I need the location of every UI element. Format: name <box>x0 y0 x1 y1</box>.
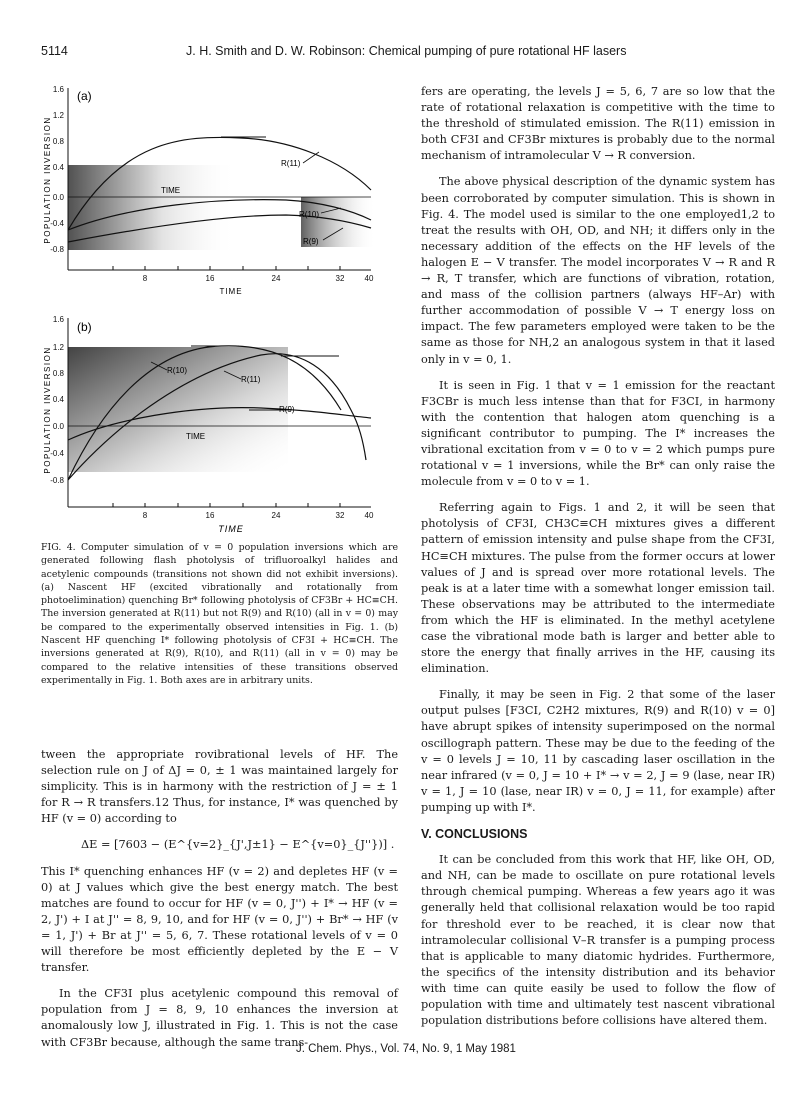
y-tick: 1.2 <box>52 111 64 120</box>
figure-caption: FIG. 4. Computer simulation of v = 0 population inversions which are generated following flash photolysis of trifluoroalkyl halides and acetylenic compounds (transitions not shown did not exhibit inversions). (a) Nascent HF (excited vibrationally and rotationally from photoelimination) quenching Br* following photolysis of CF3Br + HC≡CH. The inversion generated at R(11) but not R(9) and R(10) (all in v = 0) may be compared to the experimentally observed intensities in Fig. 1. (b) Nascent HF quenching I* following photolysis of CF3I + HC≡CH. The inversions generated at R(9), R(10), and R(11) (all in v = 0) may be compared to the relative intensities of these transitions observed experimentally in Fig. 1. Both axes are in arbitrary units. <box>41 542 398 686</box>
running-title: J. H. Smith and D. W. Robinson: Chemical pumping of pure rotational HF lasers <box>186 44 627 58</box>
footer-citation: J. Chem. Phys., Vol. 74, No. 9, 1 May 1981 <box>296 1043 516 1055</box>
paragraph: It can be concluded from this work that HF, like OH, OD, and NH, can be made to oscillate on pure rotational levels through chemical pumping. Whereas a few years ago it was generally held that collisional relaxation would be too rapid for threshold ever to be reached, it is clear now that intramolecular collisional V–R transfer is a pumping process that is applicable to many diatomic hydrides. Furthermore, the specifics of the intensity distribution and its behavior with time can quite easily be used to follow the flow of population with time and ultimately test nascent vibrational population distributions before collisions have altered them. <box>421 853 775 1028</box>
y-tick: 0.0 <box>52 193 64 202</box>
panel-b-x-label: TIME <box>218 524 244 534</box>
panel-a-label: (a) <box>77 89 92 103</box>
equation: ΔE = [7603 − (E^{v=2}_{J',J±1} − E^{v=0}_{J''})] . <box>81 838 395 852</box>
curve-label: R(11) <box>281 159 301 168</box>
x-tick: 16 <box>205 274 215 283</box>
y-tick: -0.4 <box>50 449 64 458</box>
curve-label: R(9) <box>303 237 319 246</box>
x-tick: 8 <box>142 274 148 283</box>
panel-b-label: (b) <box>77 320 92 334</box>
section-heading: V. CONCLUSIONS <box>421 827 528 842</box>
x-tick: 40 <box>364 274 374 283</box>
panel-a-y-label: POPULATION INVERSION <box>43 116 52 244</box>
panel-b <box>43 315 374 534</box>
panel-b-y-label: POPULATION INVERSION <box>43 346 52 474</box>
x-tick: 8 <box>142 511 148 520</box>
page-number: 5114 <box>41 44 68 58</box>
panel-b-inner-time: TIME <box>186 432 206 441</box>
paragraph: The above physical description of the dynamic system has been corroborated by computer simulation. This is shown in Fig. 4. The model used is similar to the one employed1,2 to treat the results with OH, OD, and NH; it differs only in the necessary addition of the effects on the HF levels of the halogen E − V transfer. The model incorporates V → R and R → R, T transfer, which are functions of vibration, rotation, and mass of the collision partners (always HF–Ar) with further accommodation of possible V → T energy loss on impact. The few parameters employed were taken to be the same as those for NH,2 an analogous system in that it lased only in v = 0, 1. <box>421 175 775 366</box>
paragraph: It is seen in Fig. 1 that v = 1 emission for the reactant F3CBr is much less intense than that for F3CI, in harmony with the contention that halogen atom quenching is a significant contributor to pumping. The I* increases the vibrational excitation from v = 0 to v = 2 which pumps pure rotational v = 1 inversions, while the Br* can only raise the molecule from v = 0 to v = 1. <box>421 378 775 489</box>
y-tick: 0.8 <box>52 137 64 146</box>
y-tick: -0.4 <box>50 219 64 228</box>
paragraph: fers are operating, the levels J = 5, 6, 7 are so low that the rate of rotational relaxation is competitive with the time to the threshold of stimulated emission. The R(11) emission in both CF3I and CF3Br mixtures is probably due to the normal mechanism of intramolecular V → R conversion. <box>421 85 775 163</box>
panel-a-x-ticks <box>143 274 374 283</box>
left-column <box>41 747 398 1061</box>
y-tick: 0.0 <box>52 422 64 431</box>
paragraph: In the CF3I plus acetylenic compound this removal of population from J = 8, 9, 10 enhances the inversion at anomalously low J, illustrated in Fig. 1. This is not the case with CF3Br because, although the same trans- <box>41 987 398 1049</box>
y-tick: 1.6 <box>52 85 64 94</box>
panel-b-y-ticks <box>50 315 64 485</box>
curve-label: R(10) <box>299 210 320 219</box>
x-tick: 40 <box>364 511 374 520</box>
curve-label: R(10) <box>167 366 188 375</box>
x-tick: 16 <box>205 511 215 520</box>
panel-a-y-ticks <box>50 85 64 254</box>
x-tick: 24 <box>271 511 281 520</box>
paragraph: Finally, it may be seen in Fig. 2 that some of the laser output pulses [F3CI, C2H2 mixtures, R(9) and R(10) v = 0] have abrupt spikes of intensity superimposed on the normal oscillograph pattern. These may be due to the feeding of the v = 0 levels J = 10, 11 by cascading laser oscillation in the near infrared (v = 0, J = 10 + I* → v = 2, J = 9 (lase, near IR) v = 1, J = 10 (lase, near IR) v = 0, J = 11, for example) after pumping up with I*. <box>421 688 775 814</box>
y-tick: 1.6 <box>52 315 64 324</box>
x-tick: 32 <box>335 274 345 283</box>
right-column <box>421 84 775 1039</box>
curve-label: R(11) <box>241 375 261 384</box>
x-tick: 32 <box>335 511 345 520</box>
paragraph: tween the appropriate rovibrational levels of HF. The selection rule on J of ΔJ = 0, ± 1 was maintained largely for simplicity. This is in harmony with the restriction of J = ± 1 for R → R transfers.12 Thus, for instance, I* was quenched by HF (v = 0) according to <box>41 748 398 826</box>
curve-label: R(9) <box>279 405 295 414</box>
panel-a <box>43 85 376 296</box>
panel-b-x-ticks <box>143 511 374 520</box>
y-tick: 1.2 <box>52 343 64 352</box>
panel-a-x-label: TIME <box>219 287 243 296</box>
y-tick: -0.8 <box>50 476 64 485</box>
y-tick: -0.8 <box>50 245 64 254</box>
figure-4 <box>41 80 398 540</box>
paragraph: Referring again to Figs. 1 and 2, it will be seen that photolysis of CF3I, CH3C≡CH mixtures gives a different pattern of emission intensity and pulse shape from the CF3I, HC≡CH mixtures. The pulse from the former occurs at lower values of J and is spread over more rotational levels. The peak is at a later time with a somewhat longer emission tail. These observations may be attributed to the intermediate from which the HF is eliminated. In the methyl acetylene case the vibrational mode bath is larger and better able to store the energy that finally arrives in the HF, causing its elimination. <box>421 501 775 676</box>
y-tick: 0.4 <box>52 163 64 172</box>
x-tick: 24 <box>271 274 281 283</box>
y-tick: 0.4 <box>52 395 64 404</box>
y-tick: 0.8 <box>52 369 64 378</box>
paragraph: This I* quenching enhances HF (v = 2) and depletes HF (v = 0) at J values which give the best energy match. The best matches are found to occur for HF (v = 0, J'') + I* → HF (v = 2, J') + I at J'' = 8, 9, 10, and for HF (v = 0, J'') + Br* → HF (v = 1, J') + Br at J'' = 5, 6, 7. These rotational levels of v = 0 will therefore be most efficiently depleted by the E − V transfer. <box>41 864 398 975</box>
panel-a-inner-time: TIME <box>161 186 181 195</box>
